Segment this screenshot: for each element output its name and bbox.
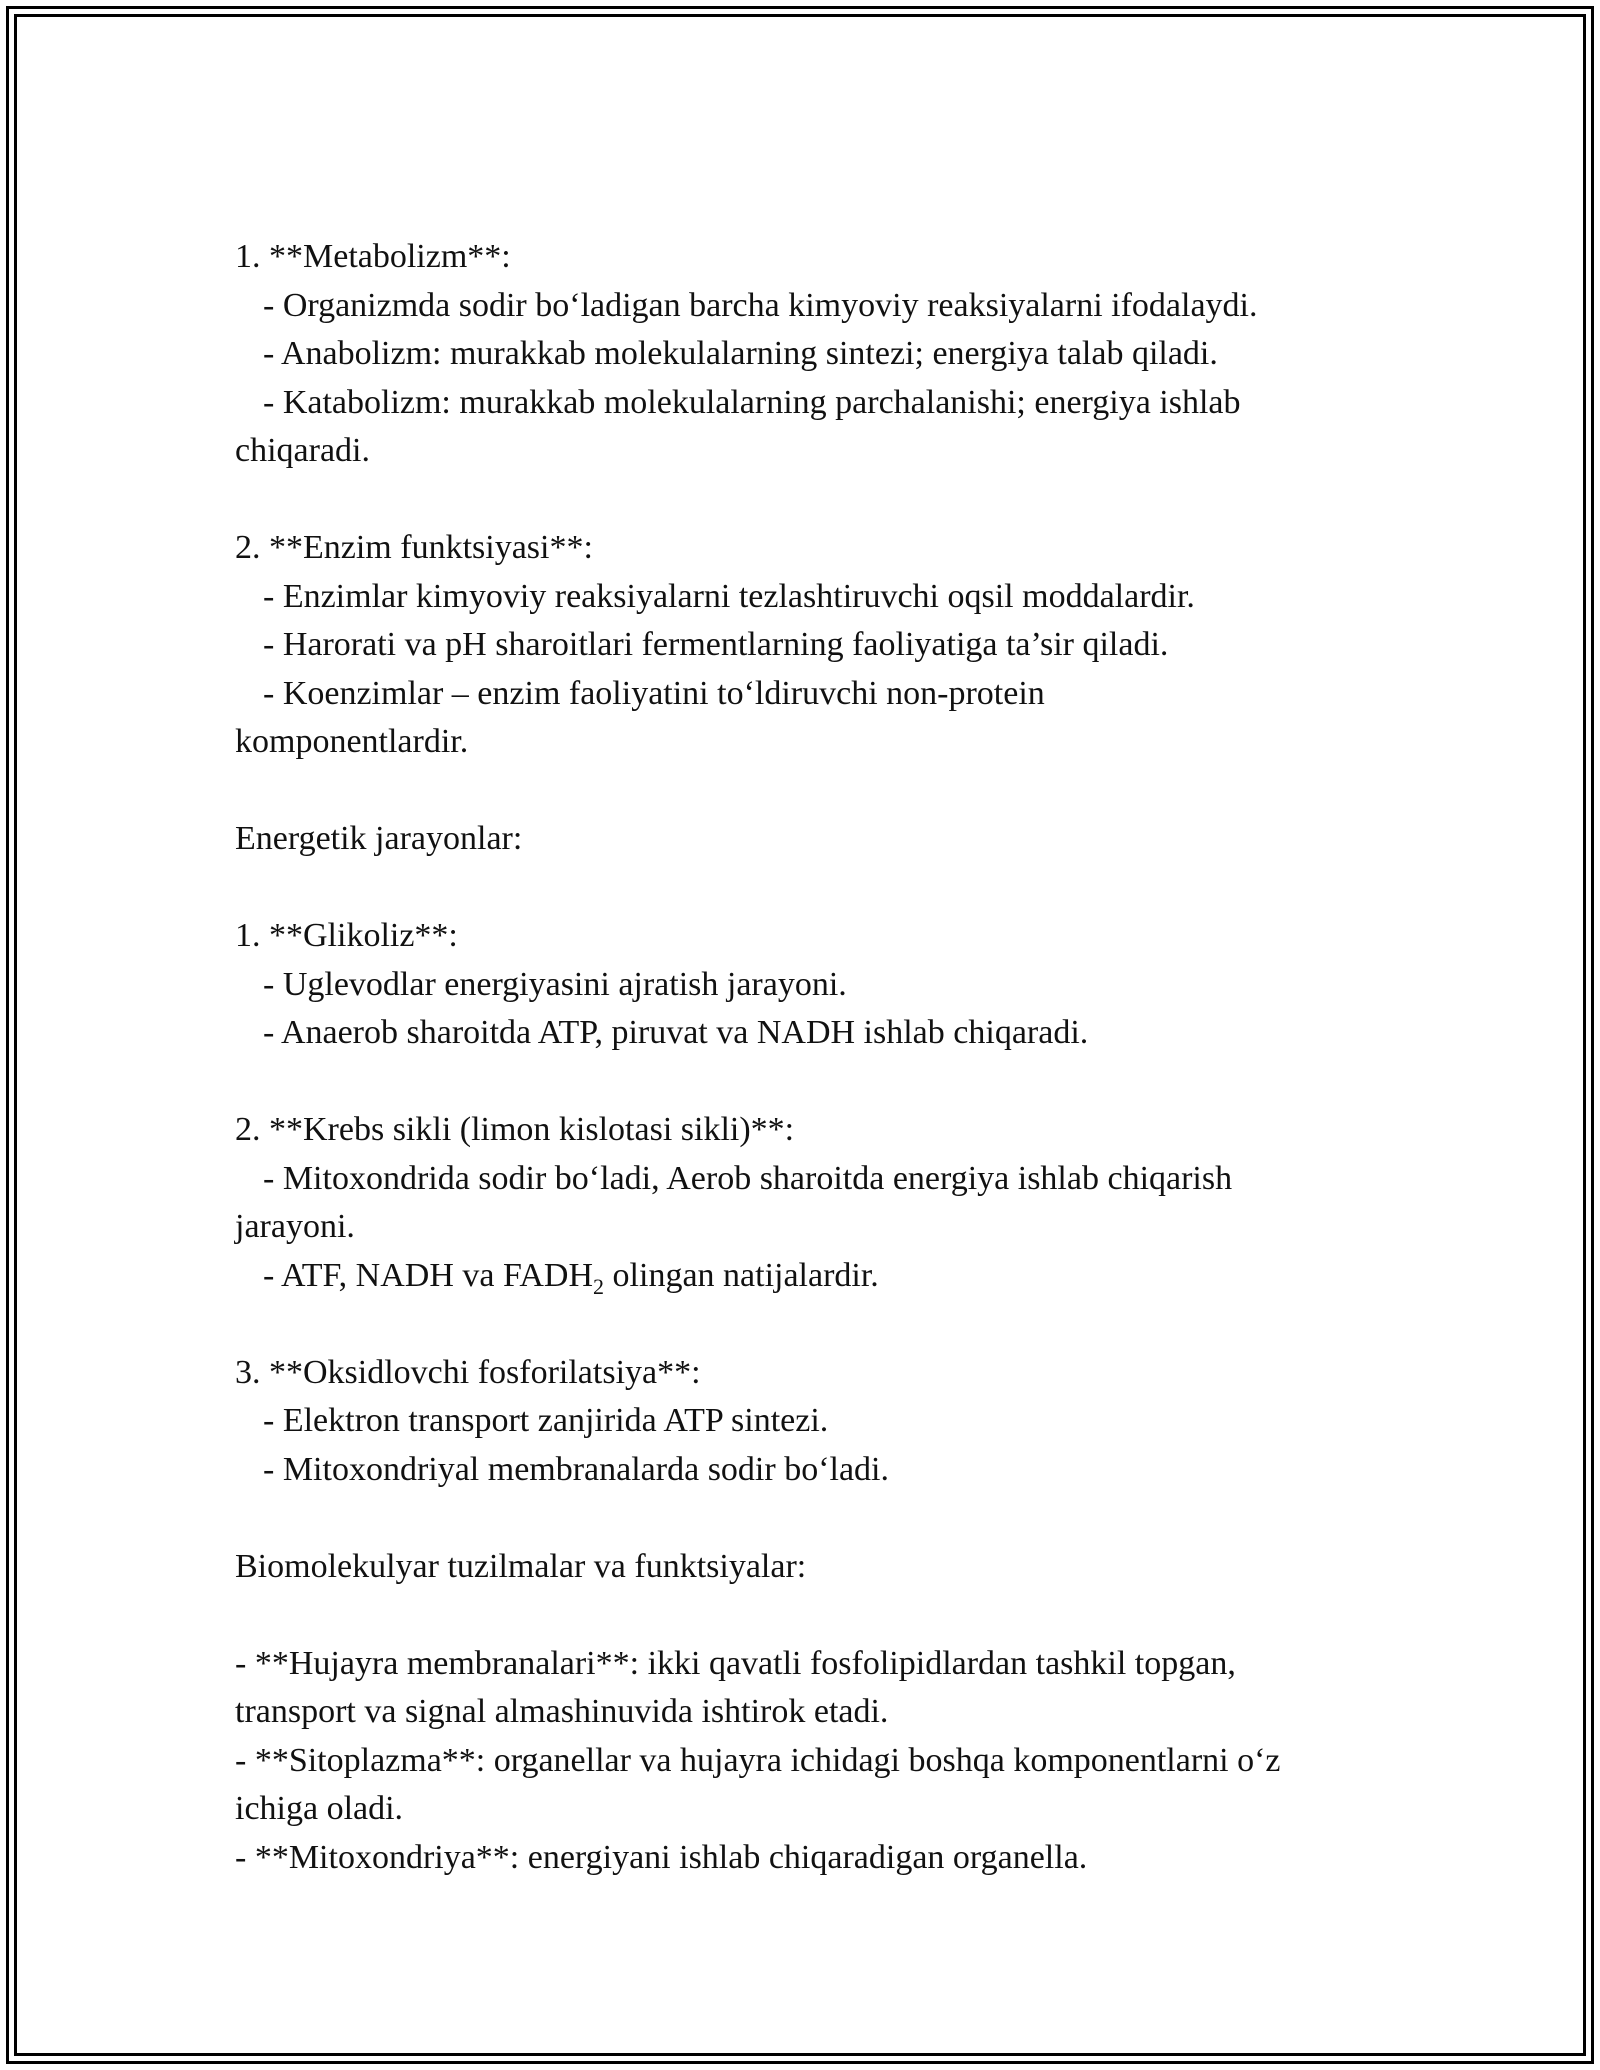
enzim-bullet: - Koenzimlar – enzim faoliyatini to‘ldiruvchi non-protein xyxy=(263,674,1045,712)
biomolekulyar-line: transport va signal almashinuvida ishtirok etadi. xyxy=(235,1693,889,1730)
enzim-heading: 2. **Enzim funktsiyasi**: xyxy=(235,529,593,566)
biomolekulyar-line: ichiga oladi. xyxy=(235,1790,404,1827)
oksidlovchi-bullet: - Mitoxondriyal membranalarda sodir bo‘ladi. xyxy=(263,1450,889,1488)
krebs-bullet-continuation: jarayoni. xyxy=(235,1208,355,1245)
spacer xyxy=(235,1591,1375,1640)
spacer xyxy=(235,767,1375,816)
enzim-bullet-continuation: komponentlardir. xyxy=(235,723,469,760)
krebs-products-prefix: - ATF, NADH va FADH xyxy=(263,1256,594,1294)
krebs-bullet-products xyxy=(235,1252,1375,1301)
biomolekulyar-line: - **Sitoplazma**: organellar va hujayra ichidagi boshqa komponentlarni o‘z xyxy=(235,1741,1281,1779)
glikoliz-bullet: - Uglevodlar energiyasini ajratish jarayoni. xyxy=(263,965,847,1003)
oksidlovchi-bullet: - Elektron transport zanjirida ATP sintezi. xyxy=(263,1402,829,1439)
spacer xyxy=(235,864,1375,913)
spacer xyxy=(235,1300,1375,1349)
fadh2-subscript: 2 xyxy=(593,1273,605,1299)
enzim-bullet: - Enzimlar kimyoviy reaksiyalarni tezlashtiruvchi oqsil moddalardir. xyxy=(263,577,1195,615)
spacer xyxy=(235,476,1375,525)
krebs-heading: 2. **Krebs sikli (limon kislotasi sikli)**: xyxy=(235,1111,795,1148)
energetik-section-title: Energetik jarayonlar: xyxy=(235,820,523,857)
biomolekulyar-section-title: Biomolekulyar tuzilmalar va funktsiyalar: xyxy=(235,1547,807,1585)
biomolekulyar-line: - **Mitoxondriya**: energiyani ishlab chiqaradigan organella. xyxy=(235,1838,1088,1876)
metabolizm-bullet-continuation: chiqaradi. xyxy=(235,432,370,469)
metabolizm-bullet: - Katabolizm: murakkab molekulalarning parchalanishi; energiya ishlab xyxy=(263,383,1241,421)
metabolizm-bullet: - Anabolizm: murakkab molekulalarning sintezi; energiya talab qiladi. xyxy=(263,335,1218,372)
oksidlovchi-heading: 3. **Oksidlovchi fosforilatsiya**: xyxy=(235,1353,701,1391)
krebs-products-suffix: olingan natijalardir. xyxy=(604,1256,879,1294)
document-body xyxy=(235,233,1375,1882)
glikoliz-bullet: - Anaerob sharoitda ATP, piruvat va NADH ishlab chiqaradi. xyxy=(263,1014,1089,1051)
metabolizm-bullet: - Organizmda sodir bo‘ladigan barcha kimyoviy reaksiyalarni ifodalaydi. xyxy=(263,286,1258,324)
glikoliz-heading: 1. **Glikoliz**: xyxy=(235,917,458,954)
biomolekulyar-line: - **Hujayra membranalari**: ikki qavatli fosfolipidlardan tashkil topgan, xyxy=(235,1644,1236,1682)
metabolizm-heading: 1. **Metabolizm**: xyxy=(235,238,511,275)
spacer xyxy=(235,1494,1375,1543)
spacer xyxy=(235,1058,1375,1107)
krebs-bullet: - Mitoxondrida sodir bo‘ladi, Aerob sharoitda energiya ishlab chiqarish xyxy=(263,1159,1233,1197)
enzim-bullet: - Harorati va pH sharoitlari fermentlarning faoliyatiga ta’sir qiladi. xyxy=(263,626,1169,663)
